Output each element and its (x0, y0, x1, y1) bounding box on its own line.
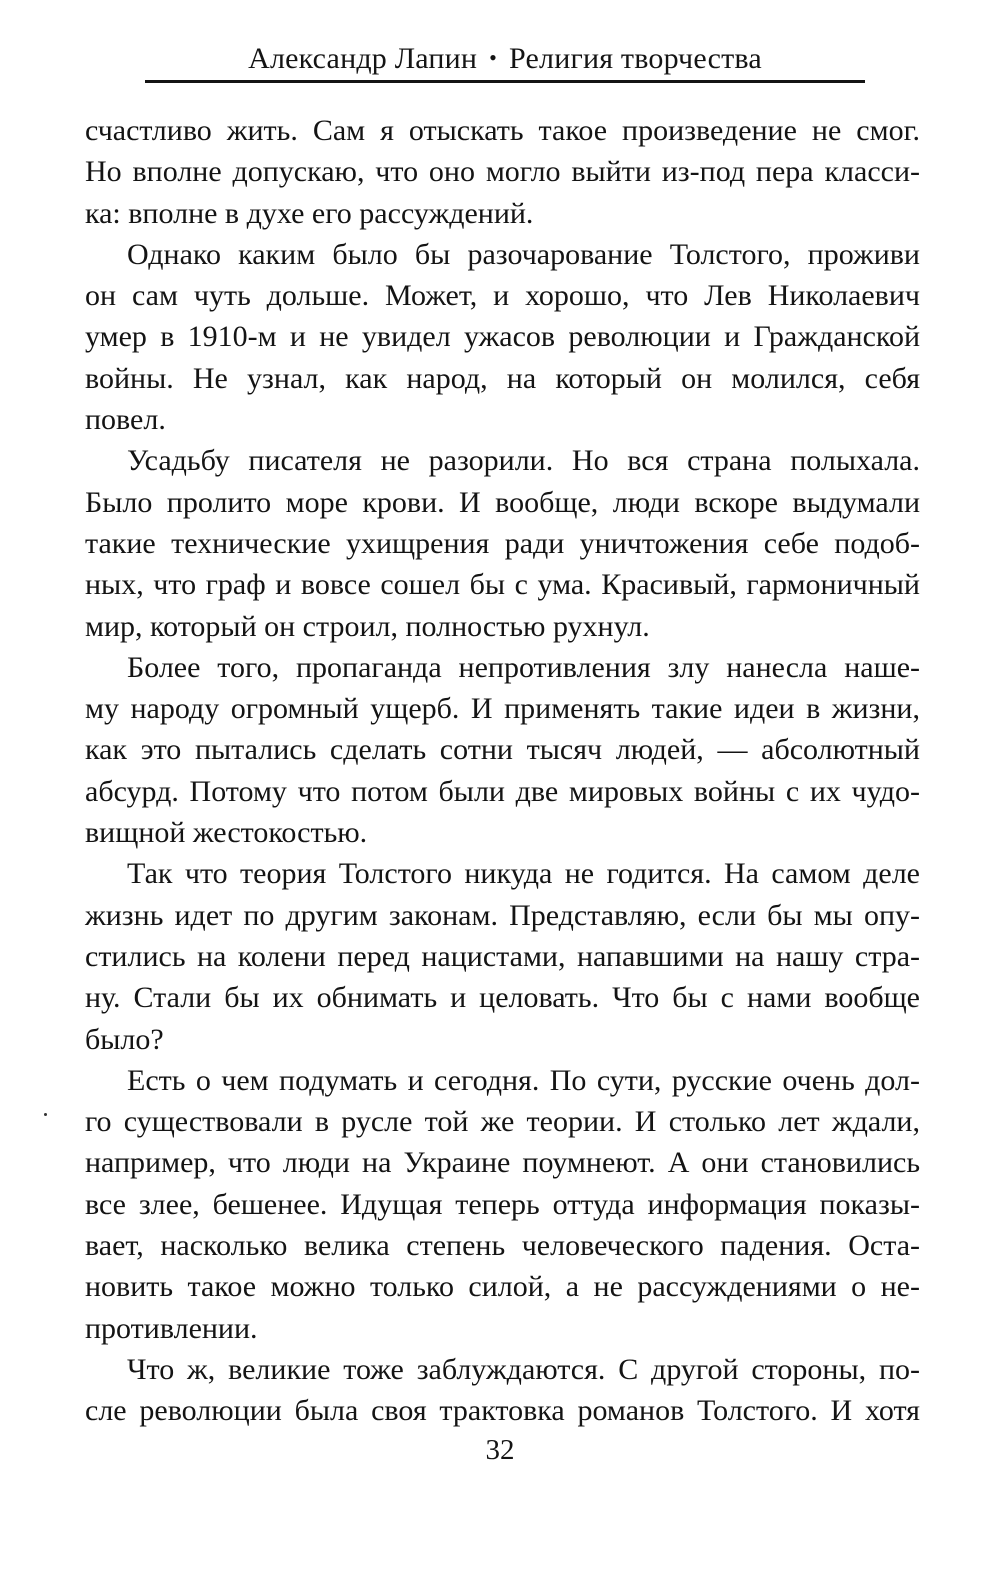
body-text (85, 110, 920, 1432)
text-line: сле революции была своя трактовка романов Толстого. И хотя (85, 1394, 920, 1428)
paragraph (85, 234, 920, 440)
header-rule (145, 80, 865, 83)
text-line: мир, который он строил, полностью рухнул. (85, 609, 650, 643)
text-line: умер в 1910-м и не увидел ужасов революции и Гражданской (85, 320, 920, 354)
text-line: было? (85, 1022, 164, 1056)
text-line: вает, насколько велика степень человеческого падения. Оста- (85, 1229, 920, 1263)
text-line: ка: вполне в духе его рассуждений. (85, 196, 534, 230)
text-line: повел. (85, 403, 166, 437)
text-line: противлении. (85, 1311, 258, 1345)
paragraph (85, 1349, 920, 1432)
running-head (145, 38, 865, 79)
text-line: такие технические ухищрения ради уничтожения себе подоб- (85, 526, 920, 560)
text-line: жизнь идет по другим законам. Представляю, если бы мы опу- (85, 898, 920, 932)
text-line: войны. Не узнал, как народ, на который он молился, себя (85, 361, 920, 395)
text-line: Усадьбу писателя не разорили. Но вся страна полыхала. (127, 444, 920, 478)
paragraph (85, 647, 920, 853)
text-line: Что ж, великие тоже заблуждаются. С другой стороны, по- (127, 1352, 920, 1386)
text-line: му народу огромный ущерб. И применять такие идеи в жизни, (85, 692, 920, 726)
header-book-title: Религия творчества (509, 42, 762, 75)
print-speck (44, 1113, 47, 1116)
text-line: он сам чуть дольше. Может, и хорошо, что Лев Николаевич (85, 279, 920, 313)
header-author: Александр Лапин (248, 42, 478, 75)
text-line: счастливо жить. Сам я отыскать такое произведение не смог. (85, 114, 920, 147)
text-line: вищной жестокостью. (85, 816, 368, 850)
paragraph (85, 110, 920, 234)
text-line: Так что теория Толстого никуда не годится. На самом деле (127, 857, 920, 891)
text-line: как это пытались сделать сотни тысяч людей, — абсолютный (85, 733, 920, 767)
text-line: стились на колени перед нацистами, напавшими на нашу стра- (85, 939, 920, 973)
text-line: ну. Стали бы их обнимать и целовать. Что бы с нами вообще (85, 981, 920, 1015)
text-line: го существовали в русле той же теории. И столько лет ждали, (85, 1105, 920, 1139)
page-number: 32 (485, 1434, 515, 1466)
text-line: Было пролито море крови. И вообще, люди вскоре выдумали (85, 485, 920, 519)
text-line: все злее, бешенее. Идущая теперь оттуда информация показы- (85, 1187, 920, 1221)
paragraph (85, 1060, 920, 1349)
text-line: Более того, пропаганда непротивления злу нанесла наше- (127, 650, 920, 684)
text-line: ных, что граф и вовсе сошел бы с ума. Красивый, гармоничный (85, 568, 920, 602)
text-line: Однако каким было бы разочарование Толстого, проживи (127, 237, 920, 271)
text-line: Но вполне допускаю, что оно могло выйти из-под пера класси- (85, 155, 920, 189)
paragraph (85, 853, 920, 1059)
header-separator: • (489, 45, 498, 70)
text-line: Есть о чем подумать и сегодня. По сути, русские очень дол- (127, 1063, 920, 1097)
text-line: новить такое можно только силой, а не рассуждениями о не- (85, 1270, 920, 1304)
text-line: например, что люди на Украине поумнеют. А они становились (85, 1146, 920, 1180)
text-line: абсурд. Потому что потом были две мировых войны с их чудо- (85, 774, 920, 808)
paragraph (85, 440, 920, 646)
